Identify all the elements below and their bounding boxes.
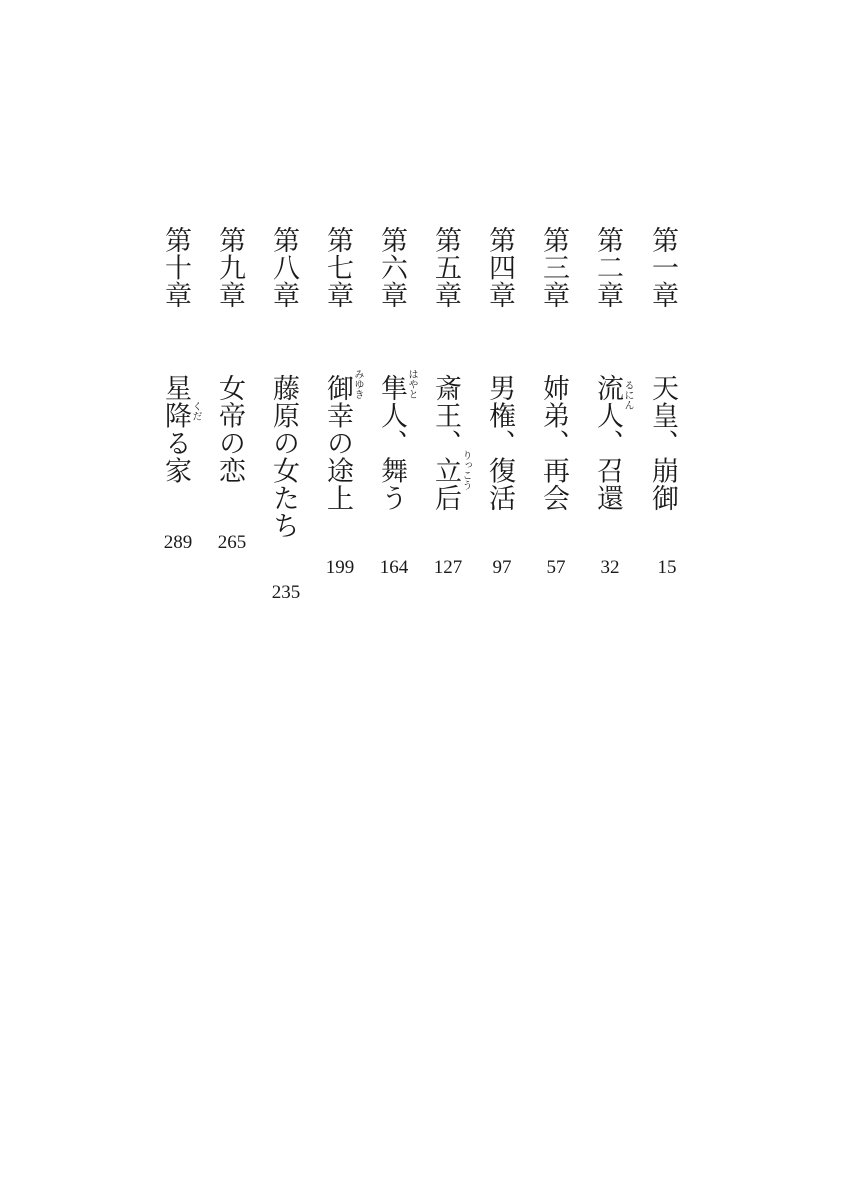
page-number: 32 — [600, 557, 620, 578]
chapter-title: 姉弟、再会 — [538, 374, 569, 512]
chapter-title: 男権、復活 — [484, 374, 515, 512]
chapter-number: 第一章 — [647, 226, 678, 309]
toc-entry[interactable] — [582, 226, 638, 646]
chapter-title: 御幸の途上 — [322, 374, 353, 512]
page-number: 289 — [163, 532, 193, 553]
chapter-number: 第七章 — [322, 226, 353, 309]
chapter-number: 第二章 — [592, 226, 623, 309]
chapter-title: 隼人、舞う — [376, 374, 407, 512]
toc-entry[interactable] — [150, 226, 206, 646]
furigana: みゆき — [352, 369, 363, 399]
page-number: 57 — [546, 557, 566, 578]
furigana: はやと — [406, 369, 417, 399]
page-number: 164 — [379, 557, 409, 578]
furigana: くだ — [190, 401, 201, 421]
chapter-number: 第六章 — [376, 226, 407, 309]
toc-entry[interactable] — [637, 226, 693, 646]
page-number: 199 — [325, 557, 355, 578]
chapter-number: 第十章 — [160, 226, 191, 309]
toc-entry[interactable] — [312, 226, 368, 646]
chapter-number: 第九章 — [214, 226, 245, 309]
page-number: 265 — [217, 532, 247, 553]
chapter-title: 星降る家 — [160, 374, 191, 484]
page-number: 235 — [271, 582, 301, 603]
furigana: るにん — [622, 380, 633, 410]
chapter-title: 藤原の女たち — [268, 374, 299, 539]
toc-entry[interactable] — [474, 226, 530, 646]
toc-entry[interactable] — [204, 226, 260, 646]
chapter-number: 第三章 — [538, 226, 569, 309]
chapter-number: 第四章 — [484, 226, 515, 309]
page-number: 97 — [492, 557, 512, 578]
toc-entry[interactable] — [366, 226, 422, 646]
chapter-title: 女帝の恋 — [214, 374, 245, 484]
chapter-title: 斎王、立后 — [430, 374, 461, 512]
furigana: りっこう — [460, 450, 471, 490]
page-number: 127 — [433, 557, 463, 578]
toc-entry[interactable] — [420, 226, 476, 646]
chapter-title: 天皇、崩御 — [647, 374, 678, 512]
page-number: 15 — [657, 557, 677, 578]
chapter-number: 第五章 — [430, 226, 461, 309]
chapter-number: 第八章 — [268, 226, 299, 309]
toc-entry[interactable] — [258, 226, 314, 646]
toc-entry[interactable] — [528, 226, 584, 646]
chapter-title: 流人、召還 — [592, 374, 623, 512]
